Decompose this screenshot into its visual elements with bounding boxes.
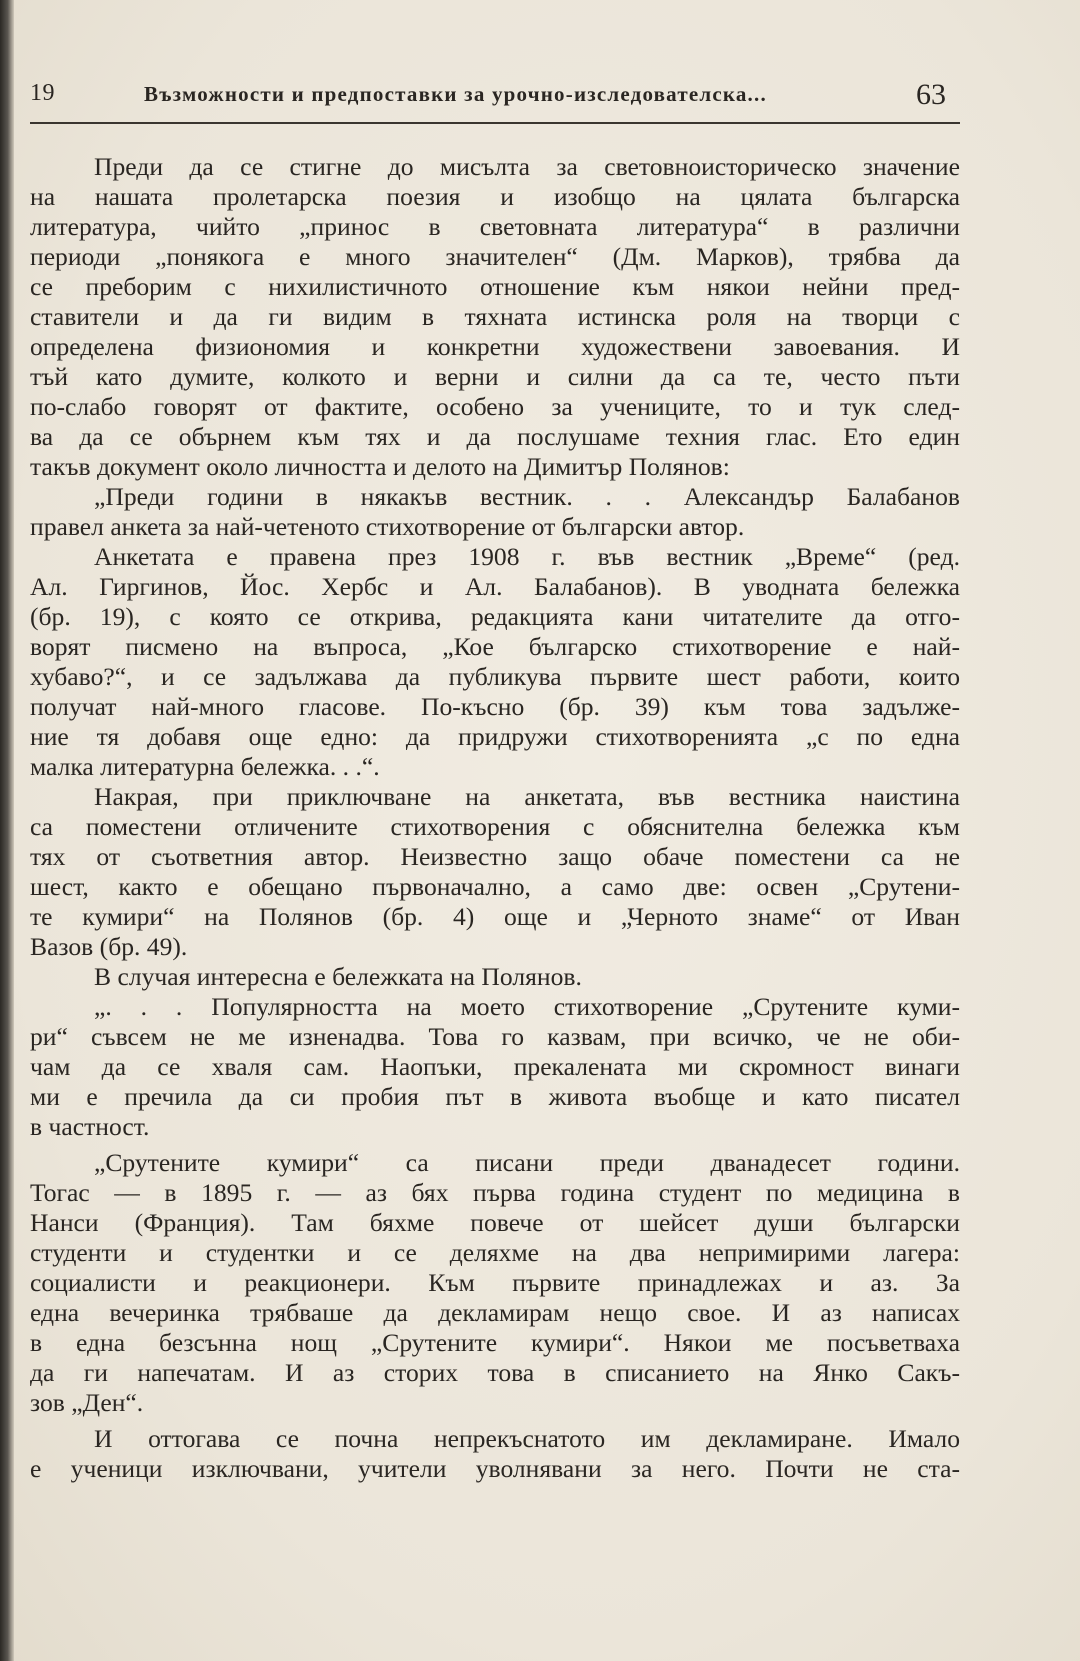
- text-line: е ученици изключвани, учители уволнявани за него. Почти не ста-: [30, 1454, 960, 1483]
- text-line: определена физиономия и конкретни художествени завоевания. И: [30, 332, 960, 361]
- text-line: се преборим с нихилистичното отношение към някои нейни пред-: [30, 272, 960, 301]
- text-line: Преди да се стигне до мисълта за световноисторическо значение: [94, 152, 960, 181]
- text-line: ние тя добавя още едно: да придружи стихотворенията „с по една: [30, 722, 960, 751]
- text-line: студенти и студентки и се деляхме на два непримирими лагера:: [30, 1238, 960, 1267]
- text-line: Анкетата е правена през 1908 г. във вестник „Време“ (ред.: [94, 542, 960, 571]
- text-line: са поместени отличените стихотворения с обяснителна бележка към: [30, 812, 960, 841]
- text-line: В случая интересна е бележката на Полянов.: [94, 962, 582, 991]
- text-line: правел анкета за най-четеното стихотворение от български автор.: [30, 512, 745, 541]
- text-line: на нашата пролетарска поезия и изобщо на цялата българска: [30, 182, 960, 211]
- text-line: те кумири“ на Полянов (бр. 4) още и „Черното знаме“ от Иван: [30, 902, 960, 931]
- text-line: шест, както е обещано първоначално, а само две: освен „Срутени-: [30, 872, 960, 901]
- page-number: 63: [916, 78, 946, 111]
- text-line: Вазов (бр. 49).: [30, 932, 188, 961]
- text-line: ворят писмено на въпроса, „Кое българско стихотворение е най-: [30, 632, 960, 661]
- running-title: Възможности и предпоставки за урочно-изследователска...: [144, 82, 767, 106]
- book-spine-shadow: [0, 0, 14, 1661]
- text-line: Тогас — в 1895 г. — аз бях първа година студент по медицина в: [30, 1178, 960, 1207]
- text-line: получат най-много гласове. По-късно (бр. 39) към това задълже-: [30, 692, 960, 721]
- text-line: в частност.: [30, 1112, 150, 1141]
- text-line: (бр. 19), с която се открива, редакцията кани читателите да отго-: [30, 602, 960, 631]
- text-line: социалисти и реакционери. Към първите принадлежах и аз. За: [30, 1268, 960, 1297]
- text-line: в една безсънна нощ „Срутените кумири“. Някои ме посъветваха: [30, 1328, 960, 1357]
- text-line: Накрая, при приключване на анкетата, във вестника наистина: [94, 782, 960, 811]
- text-line: една вечеринка трябваше да декламирам нещо свое. И аз написах: [30, 1298, 960, 1327]
- text-line: да ги напечатам. И аз сторих това в списанието на Янко Сакъ-: [30, 1358, 960, 1387]
- text-line: зов „Ден“.: [30, 1388, 144, 1417]
- body-text: [30, 152, 960, 1484]
- text-line: „Преди години в някакъв вестник. . . Александър Балабанов: [94, 482, 960, 511]
- chapter-number: 19: [30, 80, 55, 106]
- text-line: Нанси (Франция). Там бяхме повече от шейсет души български: [30, 1208, 960, 1237]
- text-line: И оттогава се почна непрекъснатото им декламиране. Имало: [94, 1424, 960, 1453]
- text-line: ставители и да ги видим в тяхната истинска роля на творци с: [30, 302, 960, 331]
- text-line: периоди „понякога е много значителен“ (Дм. Марков), трябва да: [30, 242, 960, 271]
- text-line: малка литературна бележка. . .“.: [30, 752, 380, 781]
- text-line: ри“ съвсем не ме изненадва. Това го казвам, при всичко, че не оби-: [30, 1022, 960, 1051]
- text-line: по-слабо говорят от фактите, особено за учениците, то и тук след-: [30, 392, 960, 421]
- text-line: ми е пречила да си пробия път в живота въобще и като писател: [30, 1082, 960, 1111]
- text-line: хубаво?“, и се задължава да публикува първите шест работи, които: [30, 662, 960, 691]
- text-line: литература, чийто „принос в световната литература“ в различни: [30, 212, 960, 241]
- running-header: [30, 80, 960, 116]
- text-line: „. . . Популярността на моето стихотворение „Срутените куми-: [94, 992, 960, 1021]
- text-line: тъй като думите, колкото и верни и силни да са те, често пъти: [30, 362, 960, 391]
- text-line: тях от съответния автор. Неизвестно защо обаче поместени са не: [30, 842, 960, 871]
- text-line: ва да се обърнем към тях и да послушаме техния глас. Ето един: [30, 422, 960, 451]
- text-line: такъв документ около личността и делото на Димитър Полянов:: [30, 452, 730, 481]
- header-rule: [30, 122, 960, 124]
- text-line: „Срутените кумири“ са писани преди дванадесет години.: [94, 1148, 960, 1177]
- text-line: чам да се хваля сам. Наопъки, прекалената ми скромност винаги: [30, 1052, 960, 1081]
- text-line: Ал. Гиргинов, Йос. Хербс и Ал. Балабанов). В уводната бележка: [30, 572, 960, 601]
